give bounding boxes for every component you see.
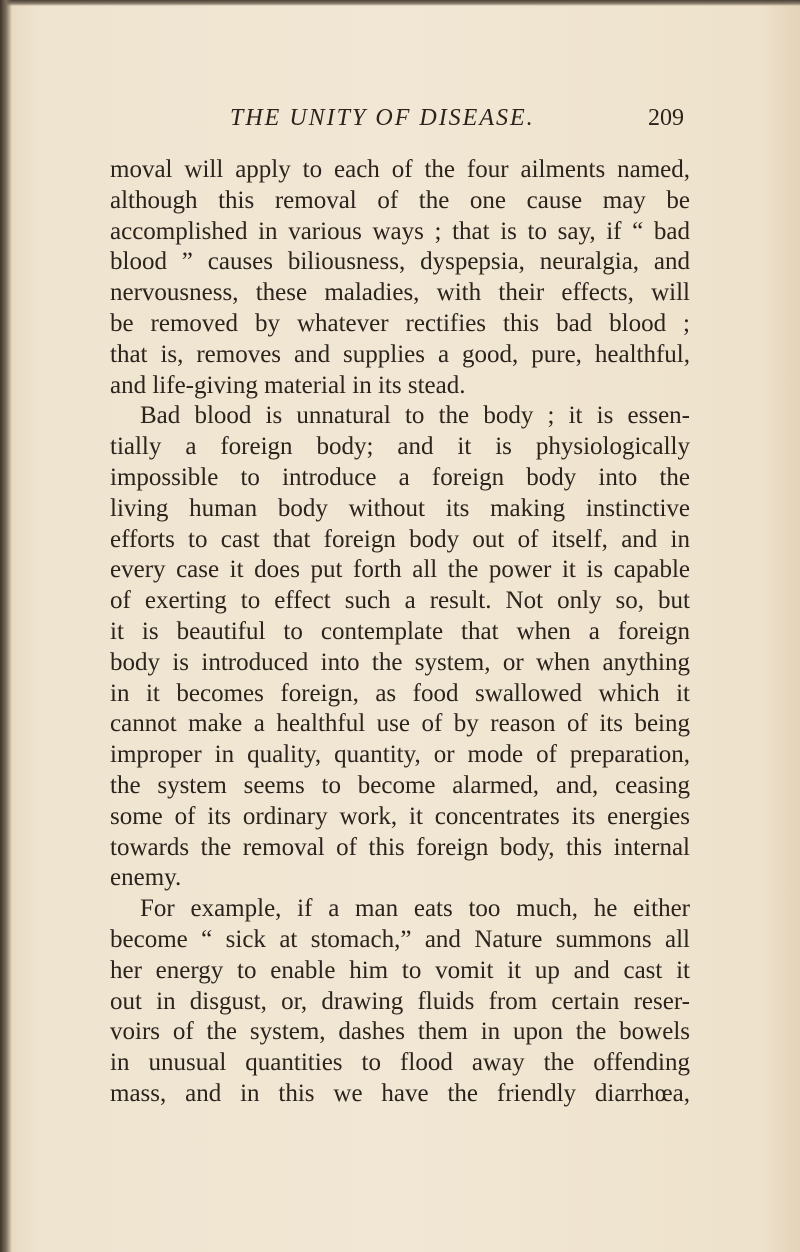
text-line: every case it does put forth all the power it is capable [110,556,690,584]
text-line: out in disgust, or, drawing fluids from certain reser- [110,987,690,1015]
text-line: impossible to introduce a foreign body into the [110,463,690,491]
text-line: be removed by whatever rectifies this bad blood ; [110,309,690,337]
page-number: 209 [648,105,684,131]
text-line: it is beautiful to contemplate that when a foreign [110,617,690,645]
text-line: in it becomes foreign, as food swallowed which it [110,679,690,707]
text-line: that is, removes and supplies a good, pure, healthful, [110,340,690,368]
text-line: living human body without its making instinctive [110,494,690,522]
text-line: For example, if a man eats too much, he either [140,895,690,923]
text-line: efforts to cast that foreign body out of itself, and in [110,525,690,553]
text-line: accomplished in various ways ; that is to say, if “ bad [110,217,690,245]
text-line: blood ” causes biliousness, dyspepsia, neuralgia, and [110,248,690,276]
text-line: her energy to enable him to vomit it up and cast it [110,956,690,984]
text-line: of exerting to effect such a result. Not only so, but [110,587,690,615]
text-line: mass, and in this we have the friendly diarrhœa, [110,1079,690,1107]
text-line: body is introduced into the system, or when anything [110,648,690,676]
text-line: improper in quality, quantity, or mode of preparation, [110,741,690,769]
text-line: towards the removal of this foreign body, this internal [110,833,690,861]
text-line: Bad blood is unnatural to the body ; it is essen- [140,402,690,430]
page-top-edge [0,0,800,6]
text-line: in unusual quantities to flood away the offending [110,1049,690,1077]
page-binding-shadow [0,0,12,1252]
text-line: become “ sick at stomach,” and Nature summons all [110,925,690,953]
text-line: cannot make a healthful use of by reason of its being [110,710,690,738]
running-head: THE UNITY OF DISEASE. [230,105,535,131]
text-line: moval will apply to each of the four ailments named, [110,156,690,183]
page-header [0,105,800,137]
body-text [110,155,690,1110]
text-line: the system seems to become alarmed, and, ceasing [110,771,690,799]
text-line: and life-giving material in its stead. [110,371,466,399]
text-line: although this removal of the one cause may be [110,186,690,214]
text-line: some of its ordinary work, it concentrates its energies [110,802,690,830]
text-line: enemy. [110,864,182,892]
text-line: voirs of the system, dashes them in upon the bowels [110,1018,690,1046]
text-line: nervousness, these maladies, with their effects, will [110,279,690,307]
text-line: tially a foreign body; and it is physiologically [110,433,690,461]
